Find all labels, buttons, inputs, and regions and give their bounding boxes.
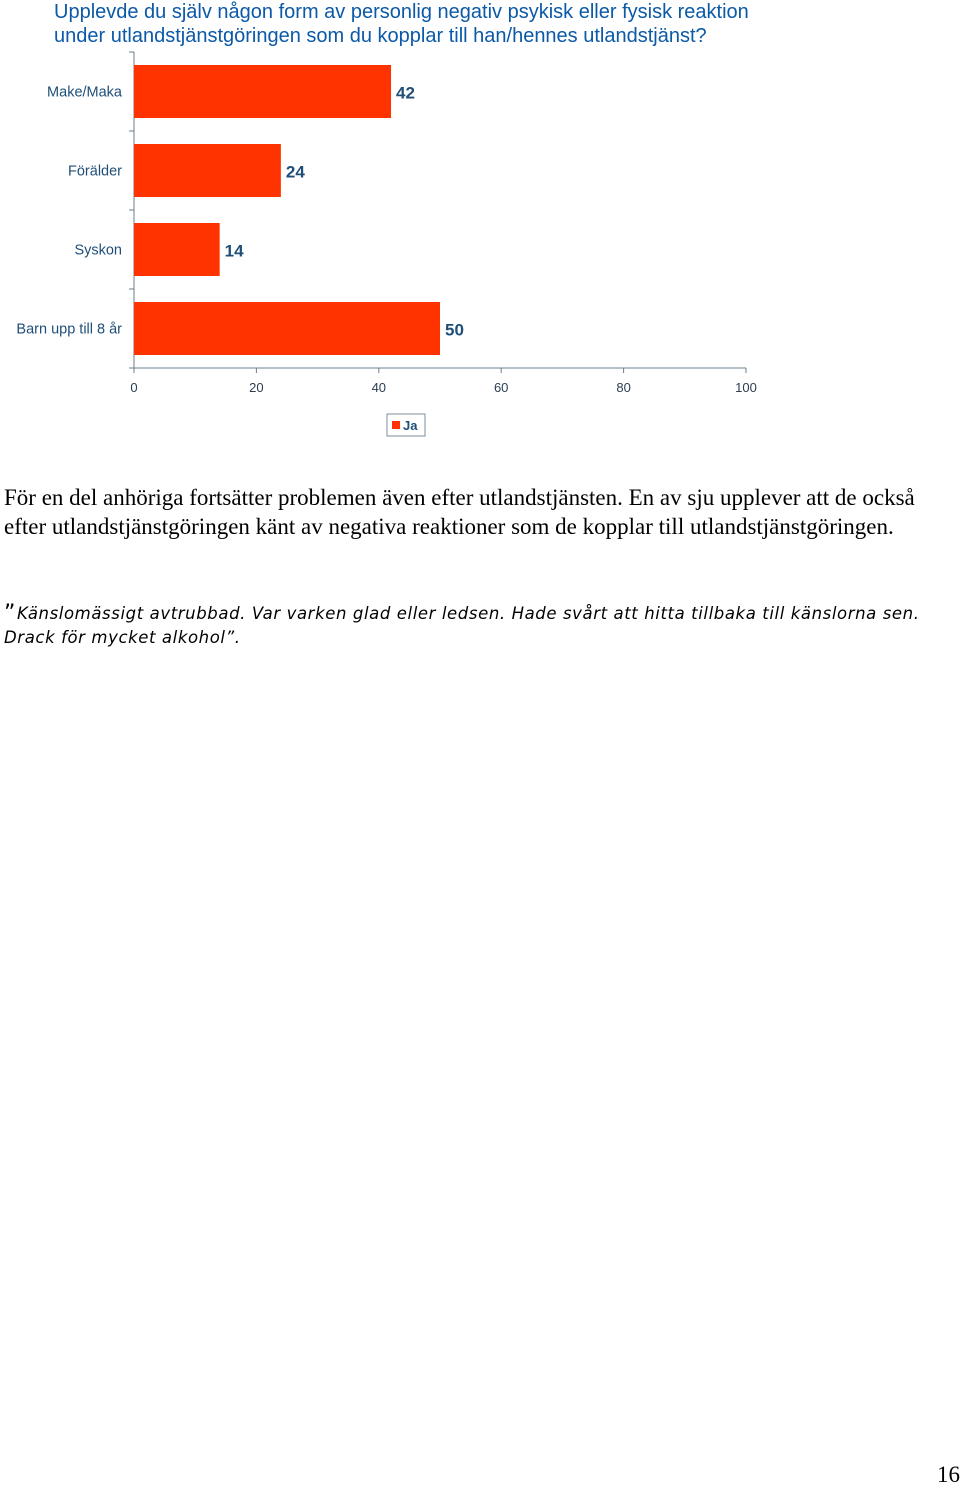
x-tick-label: 40: [371, 380, 387, 395]
bar-0: [134, 65, 391, 118]
x-tick-label: 60: [493, 380, 509, 395]
bar-chart: [0, 40, 960, 440]
quote-text: Känslomässigt avtrubbad. Var varken glad eller ledsen. Hade svårt att hitta tillbaka till känslorna sen. Drack för mycket alkohol”.: [4, 604, 920, 647]
x-tick-label: 80: [616, 380, 631, 395]
category-label: Syskon: [74, 242, 122, 259]
data-label: 50: [445, 320, 464, 340]
category-label: Make/Maka: [47, 84, 122, 101]
bar-2: [134, 223, 220, 276]
page-number: 16: [937, 1462, 960, 1487]
data-label: 14: [224, 241, 244, 261]
category-label: Förälder: [68, 163, 122, 180]
x-tick-label: 100: [735, 380, 757, 395]
question-line-2: under utlandstjänstgöringen som du kopplar till han/hennes utlandstjänst?: [54, 25, 707, 47]
bar-1: [134, 144, 281, 197]
legend-label: Ja: [403, 418, 418, 433]
x-tick-label: 20: [249, 380, 264, 395]
category-label: Barn upp till 8 år: [16, 321, 122, 338]
quote-paragraph: [4, 602, 954, 650]
question-line-1: Upplevde du själv någon form av personlig negativ psykisk eller fysisk reaktion: [54, 1, 749, 23]
x-tick-label: 0: [130, 380, 138, 395]
quote-mark: ”: [4, 601, 16, 626]
data-label: 42: [396, 83, 415, 103]
bar-3: [134, 302, 440, 355]
body-paragraph: För en del anhöriga fortsätter problemen även efter utlandstjänsten. En av sju upplever att de också efter utlandstjänstgöringen känt av negativa reaktioner som de kopplar till utlandstjänstgöringen.: [4, 485, 915, 539]
legend-swatch: [392, 421, 400, 429]
data-label: 24: [285, 162, 305, 182]
